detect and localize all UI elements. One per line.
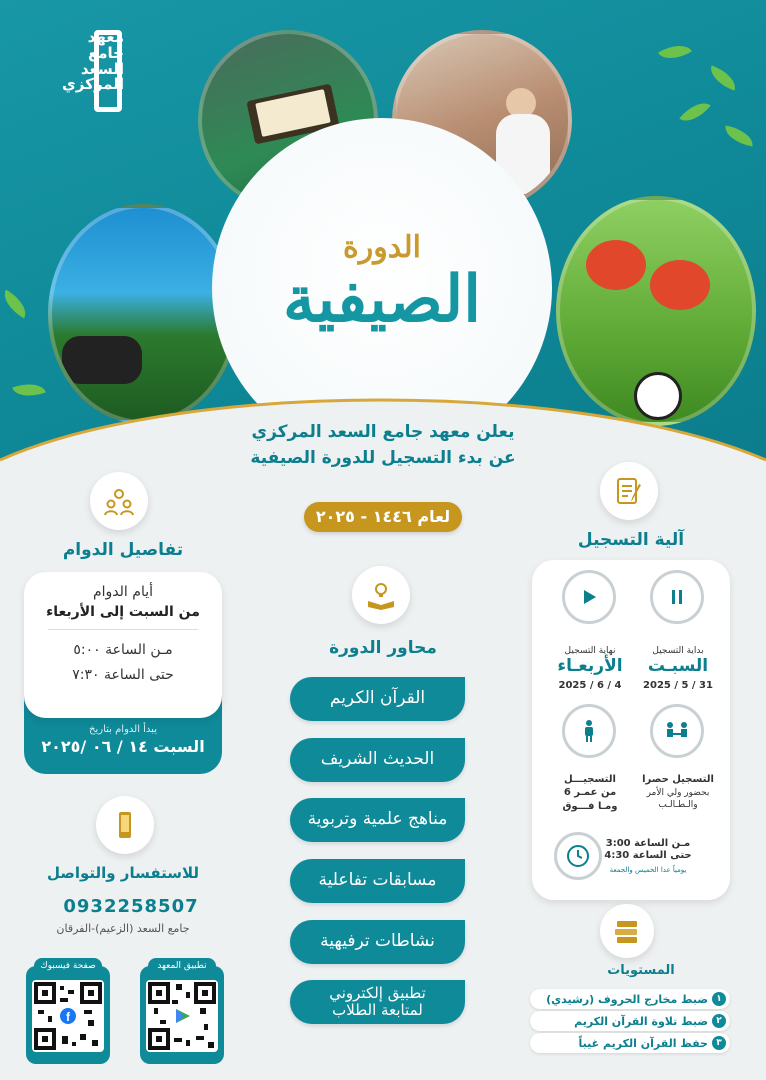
- clock-icon: [565, 843, 591, 869]
- qr-card-app[interactable]: [140, 961, 224, 1064]
- level-number: ٣: [712, 1036, 726, 1050]
- child-icon: [582, 719, 596, 743]
- schedule-days-range: من السبت إلى الأربعاء: [46, 604, 200, 620]
- registration-who-line2: بحضور ولي الأمر: [646, 788, 710, 798]
- qr-code: [32, 980, 104, 1052]
- course-item-line: تطبيق إلكتروني: [329, 983, 426, 1002]
- play-icon: [579, 587, 599, 607]
- qr-label: صفحة فيسبوك: [34, 958, 102, 974]
- leaf-decoration: [679, 95, 711, 128]
- level-number: ٢: [712, 1014, 726, 1028]
- group-people-icon: [103, 485, 135, 517]
- levels-icon-circle: [600, 904, 654, 958]
- svg-text:f: f: [66, 1010, 70, 1024]
- course-item: نشاطات ترفيهية: [290, 920, 465, 964]
- schedule-card: [24, 572, 222, 718]
- registration-end-ring: [562, 570, 616, 624]
- meeting-people-icon: [664, 720, 690, 742]
- logo-line: معهد: [87, 28, 124, 46]
- registration-clock-ring: [554, 832, 602, 880]
- address: جامع السعد (الزعيم)-الفرقان: [56, 922, 190, 935]
- hero-title-main: الصيفية: [282, 262, 482, 338]
- logo-line: جامع: [88, 43, 124, 62]
- schedule-start-date: السبت ١٤ / ٠٦ /٢٠٢٥: [41, 737, 205, 756]
- registration-end-label: نهاية التسجيل: [564, 646, 616, 656]
- qr-label: تطبيق المعهد: [148, 958, 216, 974]
- registration-card: [532, 560, 730, 900]
- registration-hours-note: يومياً عدا الخميس والجمعة: [609, 866, 687, 874]
- leaf-decoration: [658, 38, 692, 67]
- contact-title: للاستفسار والتواصل: [46, 864, 200, 882]
- level-number: ١: [712, 992, 726, 1006]
- level-item: [530, 989, 730, 1009]
- contact-icon-circle: [96, 796, 154, 854]
- registration-hours-line2: حتى الساعة 4:30: [604, 850, 692, 861]
- logo-line: السعد: [80, 59, 124, 78]
- logo-line: المركزي: [62, 75, 124, 94]
- phone-icon: [109, 809, 141, 841]
- level-text: حفظ القرآن الكريم غيباً: [578, 1036, 708, 1050]
- schedule-icon-circle: [90, 472, 148, 530]
- phone-number[interactable]: 0932258507: [63, 896, 199, 917]
- registration-end-day: الأربعـاء: [557, 656, 623, 676]
- levels-title: المستويات: [607, 963, 675, 978]
- level-item: [530, 1011, 730, 1031]
- logo-mark-icon: [94, 30, 122, 112]
- announcement-line-1: يعلن معهد جامع السعد المركزي: [251, 422, 515, 442]
- schedule-title: تفاصيل الدوام: [62, 540, 184, 560]
- qr-code: [146, 980, 218, 1052]
- books-stack-icon: [611, 915, 643, 947]
- registration-age-ring: [562, 704, 616, 758]
- announcement: [200, 420, 566, 471]
- registration-guardian-ring: [650, 704, 704, 758]
- pause-icon: [667, 587, 687, 607]
- registration-start-label: بداية التسجيل: [652, 646, 704, 656]
- leaf-decoration: [0, 290, 32, 319]
- registration-age-line2: من عمـر 6: [563, 787, 617, 798]
- hero-title-top: الدورة: [343, 230, 421, 266]
- course-title: محاور الدورة: [329, 638, 437, 658]
- registration-start-day: السبـت: [647, 656, 709, 676]
- registration-age-line1: التسجيـــل: [564, 774, 616, 785]
- registration-title: آلية التسجيل: [577, 530, 685, 550]
- leaf-decoration: [723, 126, 755, 147]
- schedule-from-time: مـن الساعة ٥:٠٠: [73, 642, 173, 658]
- level-text: ضبط مخارج الحروف (رشيدي): [546, 992, 708, 1006]
- level-item: [530, 1033, 730, 1053]
- registration-icon-circle: [600, 462, 658, 520]
- level-text: ضبط تلاوة القرآن الكريم: [574, 1014, 708, 1028]
- schedule-to-time: حتى الساعة ٧:٣٠: [72, 667, 174, 684]
- course-item-app: [290, 980, 465, 1024]
- year-badge: لعام ١٤٤٦ - ٢٠٢٥: [304, 502, 462, 532]
- institute-logo: [30, 30, 124, 93]
- course-item: مسابقات تفاعلية: [290, 859, 465, 903]
- book-lightbulb-icon: [365, 579, 397, 611]
- divider: [48, 629, 198, 630]
- registration-end-date: 2025 / 6 / 4: [558, 680, 622, 691]
- google-play-icon: [173, 1007, 191, 1025]
- schedule-days-label: أيام الدوام: [93, 584, 153, 600]
- qr-card-facebook[interactable]: [26, 961, 110, 1064]
- registration-who-line3: والـطـالـب: [658, 800, 698, 810]
- registration-start-date: 2025 / 5 / 31: [643, 680, 713, 691]
- registration-hours-line1: مـن الساعة 3:00: [605, 838, 691, 849]
- leaf-decoration: [706, 65, 740, 90]
- course-item: القرآن الكريم: [290, 677, 465, 721]
- registration-start-ring: [650, 570, 704, 624]
- course-item: مناهج علمية وتربوية: [290, 798, 465, 842]
- registration-age-line3: ومـا فـــوق: [562, 801, 618, 812]
- form-pen-icon: [613, 475, 645, 507]
- course-icon-circle: [352, 566, 410, 624]
- course-item-line: لمتابعة الطلاب: [332, 1001, 423, 1019]
- announcement-line-2: عن بدء التسجيل للدورة الصيفية: [250, 447, 516, 468]
- registration-who-line1: التسجيل حصرا: [642, 774, 714, 785]
- course-item: الحديث الشريف: [290, 738, 465, 782]
- schedule-start-label: يبدأ الدوام بتاريخ: [89, 724, 157, 735]
